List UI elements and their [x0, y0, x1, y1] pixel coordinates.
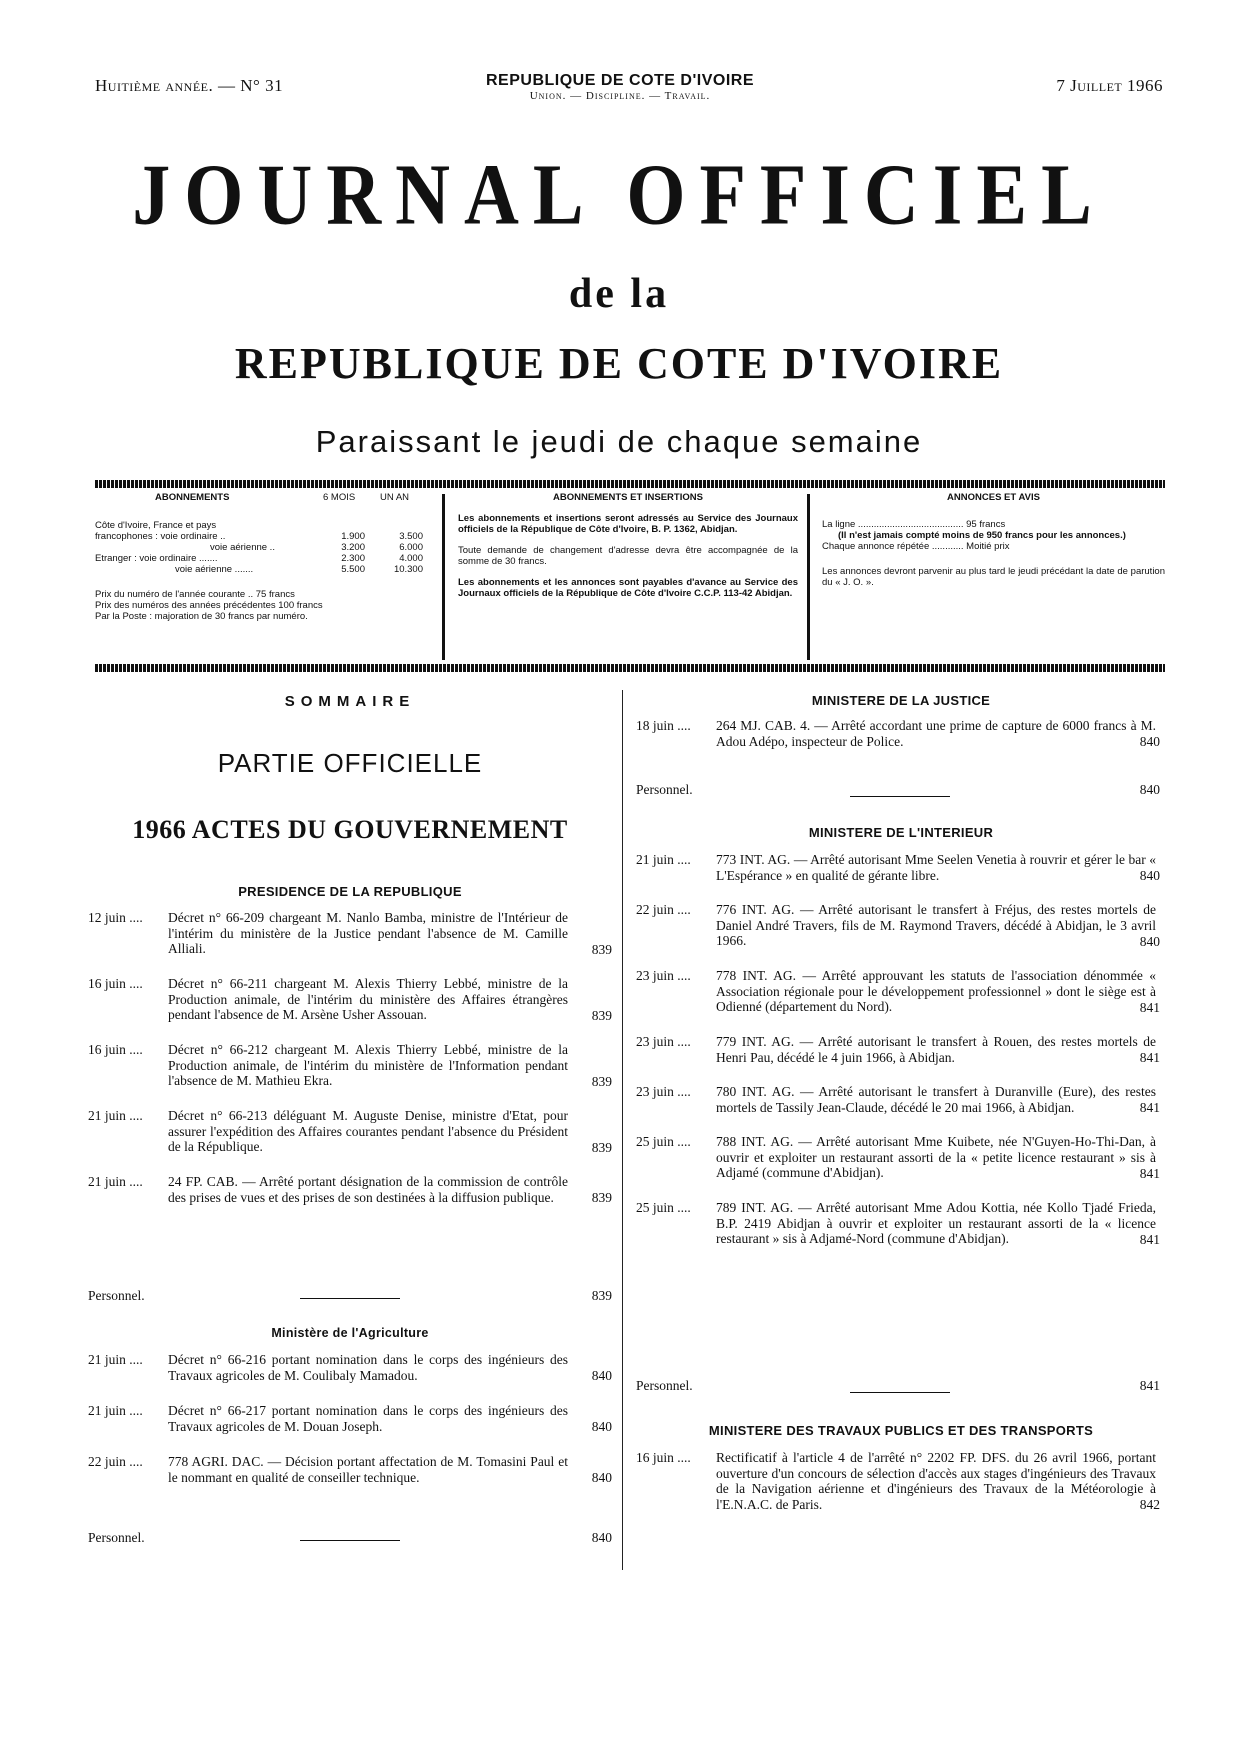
entry-date: 21 juin ....: [88, 1352, 143, 1367]
entry-date: 21 juin ....: [636, 852, 691, 867]
entry-date: 16 juin ....: [88, 976, 143, 991]
entry-page: 840: [1139, 734, 1160, 749]
entry-text: Décret n° 66-216 portant nomination dans le corps des ingénieurs des Travaux agricoles de M. Coulibaly Mamadou.: [168, 1352, 568, 1383]
section-divider: [300, 1298, 400, 1299]
entry-text: 778 INT. AG. — Arrêté approuvant les statuts de l'association dénommée « Association régionale pour le développement professionnel » dont le siège est à Odienné (département du Nord).: [716, 968, 1156, 1014]
ads-minimum: (Il n'est jamais compté moins de 950 francs pour les annonces.): [838, 530, 1126, 541]
insertions-address: Les abonnements et insertions seront adressés au Service des Journaux officiels de la République de Côte d'Ivoire, B. P. 1362, Abidjan.: [458, 513, 798, 535]
entry-page: 841: [1139, 1000, 1160, 1015]
entry-text: 778 AGRI. DAC. — Décision portant affectation de M. Tomasini Paul et le nommant en qualité de conseiller technique.: [168, 1454, 568, 1485]
interieur-heading: MINISTERE DE L'INTERIEUR: [808, 825, 994, 840]
entry-page: 840: [591, 1419, 612, 1434]
entry-date: 23 juin ....: [636, 1084, 691, 1099]
subscription-one-year: 3.500: [399, 531, 423, 542]
col-six-months: 6 MOIS: [323, 492, 356, 503]
entry-date: 22 juin ....: [636, 902, 691, 917]
entry-date: 23 juin ....: [636, 968, 691, 983]
entry-text: 780 INT. AG. — Arrêté autorisant le transfert à Duranville (Eure), des restes mortels de Tassily Jean-Claude, décédé le 20 mai 1966, à Abidjan.: [716, 1084, 1156, 1115]
insertions-address-change: Toute demande de changement d'adresse devra être accompagnée de la somme de 30 francs.: [458, 545, 798, 567]
masthead-republic: REPUBLIQUE DE COTE D'IVOIRE: [234, 339, 1004, 388]
travaux-heading: MINISTERE DES TRAVAUX PUBLICS ET DES TRANSPORTS: [708, 1423, 1094, 1438]
entry-date: 22 juin ....: [88, 1454, 143, 1469]
insertions-box: [458, 492, 798, 662]
insertions-heading: ABONNEMENTS ET INSERTIONS: [553, 492, 703, 503]
agriculture-heading: Ministère de l'Agriculture: [271, 1326, 429, 1340]
personnel-agriculture-page: 840: [591, 1530, 612, 1545]
subscription-one-year: 6.000: [399, 542, 423, 553]
entry-text: 773 INT. AG. — Arrêté autorisant Mme Seelen Venetia à rouvrir et gérer le bar « L'Espérance » en qualité de gérante libre.: [716, 852, 1156, 883]
header-motto: Union. — Discipline. — Travail.: [529, 90, 711, 102]
masthead-of: de la: [568, 271, 670, 317]
subscription-label: voie aérienne .......: [175, 564, 254, 575]
section-divider: [850, 1392, 950, 1393]
entry-date: 23 juin ....: [636, 1034, 691, 1049]
entry-date: 25 juin ....: [636, 1134, 691, 1149]
section-divider: [850, 796, 950, 797]
subscription-six-months: 1.900: [341, 531, 365, 542]
postal-surcharge: Par la Poste : majoration de 30 francs par numéro.: [95, 611, 308, 622]
subscription-one-year: 4.000: [399, 553, 423, 564]
entry-text: 779 INT. AG. — Arrêté autorisant le transfert à Rouen, des restes mortels de Henri Pau, décédé le 4 juin 1966, à Abidjan.: [716, 1034, 1156, 1065]
subscription-six-months: 5.500: [341, 564, 365, 575]
entry-page: 840: [591, 1368, 612, 1383]
official-part-title: PARTIE OFFICIELLE: [217, 748, 483, 778]
entry-text: 24 FP. CAB. — Arrêté portant désignation de la commission de contrôle des prises de vues et des prises de son destinées à la diffusion publique.: [168, 1174, 568, 1205]
insertions-payment: Les abonnements et les annonces sont payables d'avance au Service des Journaux officiels de la République de Côte d'Ivoire C.C.P. 113-42 Abidjan.: [458, 577, 798, 599]
entry-page: 839: [591, 1074, 612, 1089]
entry-date: 21 juin ....: [88, 1403, 143, 1418]
journal-title: JOURNAL OFFICIEL: [132, 146, 1106, 244]
presidence-heading: PRESIDENCE DE LA REPUBLIQUE: [238, 884, 462, 899]
personnel-interieur-page: 841: [1139, 1378, 1160, 1393]
subscription-row: [95, 520, 435, 531]
government-acts-title: 1966 ACTES DU GOUVERNEMENT: [132, 815, 568, 844]
issue-date: 7 Juillet 1966: [1056, 76, 1163, 95]
entry-text: Décret n° 66-212 chargeant M. Alexis Thierry Lebbé, ministre de la Production animale, de l'intérim du ministère de l'Information pendant l'absence de M. Mathieu Ekra.: [168, 1042, 568, 1088]
entry-text: 264 MJ. CAB. 4. — Arrêté accordant une prime de capture de 6000 francs à M. Adou Adépo, inspecteur de Police.: [716, 718, 1156, 749]
subscription-label: Etranger : voie ordinaire .......: [95, 553, 218, 564]
box-divider: [442, 494, 445, 660]
personnel-agriculture: Personnel.: [88, 1530, 145, 1545]
subscription-row: [95, 542, 435, 553]
box-divider: [807, 494, 810, 660]
entry-text: 788 INT. AG. — Arrêté autorisant Mme Kuibete, née N'Guyen-Ho-Thi-Dan, à ouvrir et exploiter un restaurant assorti de la « petite licence restaurant » sis à Adjamé (commune d'Abidjan).: [716, 1134, 1156, 1180]
subscription-row: [95, 564, 435, 575]
personnel-presidence: Personnel.: [88, 1288, 145, 1303]
ads-box: [822, 492, 1165, 662]
personnel-presidence-page: 839: [591, 1288, 612, 1303]
subscription-row: [95, 553, 435, 564]
entry-page: 839: [591, 1140, 612, 1155]
entry-text: Décret n° 66-213 déléguant M. Auguste Denise, ministre d'Etat, pour assurer l'expédition des Affaires courantes pendant l'absence du Président de la République.: [168, 1108, 568, 1154]
entry-date: 18 juin ....: [636, 718, 691, 733]
entry-date: 12 juin ....: [88, 910, 143, 925]
section-divider: [300, 1540, 400, 1541]
entry-page: 842: [1139, 1497, 1160, 1512]
entry-page: 839: [591, 942, 612, 957]
price-previous: Prix des numéros des années précédentes 100 francs: [95, 600, 323, 611]
edition-number: Huitième année. — N° 31: [95, 76, 284, 95]
subscription-label: Côte d'Ivoire, France et pays: [95, 520, 217, 531]
entry-text: Décret n° 66-211 chargeant M. Alexis Thierry Lebbé, ministre de la Production animale, de l'intérim du ministère des Affaires étrangères pendant l'absence de M. Arsène Usher Assouan.: [168, 976, 568, 1022]
subscriptions-box: [95, 492, 435, 662]
entry-page: 840: [1139, 868, 1160, 883]
subscription-label: francophones : voie ordinaire ..: [95, 531, 226, 542]
subscription-label: voie aérienne ..: [210, 542, 275, 553]
bottom-rule: [95, 664, 1165, 672]
entry-date: 16 juin ....: [88, 1042, 143, 1057]
entry-page: 839: [591, 1190, 612, 1205]
entry-text: 776 INT. AG. — Arrêté autorisant le transfert à Fréjus, des restes mortels de Daniel André Travers, fils de M. Raymond Travers, décédé à Abidjan, le 3 avril 1966.: [716, 902, 1156, 948]
column-separator: [622, 690, 623, 1570]
entry-page: 840: [591, 1470, 612, 1485]
masthead-frequency: Paraissant le jeudi de chaque semaine: [315, 424, 923, 459]
entry-text: Décret n° 66-209 chargeant M. Nanlo Bamba, ministre de l'Intérieur de l'intérim du ministère de la Justice pendant l'absence de M. Camille Alliali.: [168, 910, 568, 956]
ads-heading: ANNONCES ET AVIS: [947, 492, 1040, 503]
entry-text: 789 INT. AG. — Arrêté autorisant Mme Adou Kottia, née Kollo Tjadé Frieda, B.P. 2419 Abidjan à ouvrir et exploiter un restaurant assorti de la « licence restaurant » sis à Adjamé-Nord (commune d'Abidjan).: [716, 1200, 1156, 1246]
entry-text: Rectificatif à l'article 4 de l'arrêté n° 2202 FP. DFS. du 26 avril 1966, portant ouverture d'un concours de sélection d'accès aux stages d'ingénieurs des Travaux de la Navigation aérienne et d'ingénieurs des Travaux de la Météorologie à l'E.N.A.C. de Paris.: [716, 1450, 1156, 1512]
summary-title: SOMMAIRE: [284, 693, 416, 710]
header-country: REPUBLIQUE DE COTE D'IVOIRE: [486, 72, 754, 89]
entry-date: 21 juin ....: [88, 1174, 143, 1189]
col-one-year: UN AN: [380, 492, 410, 503]
subscriptions-heading: ABONNEMENTS: [155, 492, 230, 503]
subscription-row: [95, 531, 435, 542]
entry-page: 840: [1139, 934, 1160, 949]
entry-page: 841: [1139, 1050, 1160, 1065]
subscription-six-months: 2.300: [341, 553, 365, 564]
subscription-six-months: 3.200: [341, 542, 365, 553]
entry-date: 21 juin ....: [88, 1108, 143, 1123]
entry-page: 841: [1139, 1232, 1160, 1247]
personnel-justice: Personnel.: [636, 782, 693, 797]
price-current: Prix du numéro de l'année courante .. 75 francs: [95, 589, 295, 600]
entry-page: 841: [1139, 1166, 1160, 1181]
ads-repeat-price: Chaque annonce répétée ............ Moitié prix: [822, 541, 1010, 552]
personnel-justice-page: 840: [1139, 782, 1160, 797]
entry-date: 25 juin ....: [636, 1200, 691, 1215]
ads-line-price: La ligne ........................................ 95 francs: [822, 519, 1006, 530]
top-rule: [95, 480, 1165, 488]
entry-text: Décret n° 66-217 portant nomination dans le corps des ingénieurs des Travaux agricoles de M. Douan Joseph.: [168, 1403, 568, 1434]
ads-deadline: Les annonces devront parvenir au plus tard le jeudi précédant la date de parution du « J. O. ».: [822, 566, 1165, 588]
entry-page: 839: [591, 1008, 612, 1023]
subscription-one-year: 10.300: [393, 564, 423, 575]
personnel-interieur: Personnel.: [636, 1378, 693, 1393]
header-country-block: [440, 72, 800, 102]
justice-heading: MINISTERE DE LA JUSTICE: [811, 693, 991, 708]
entry-page: 841: [1139, 1100, 1160, 1115]
entry-date: 16 juin ....: [636, 1450, 691, 1465]
